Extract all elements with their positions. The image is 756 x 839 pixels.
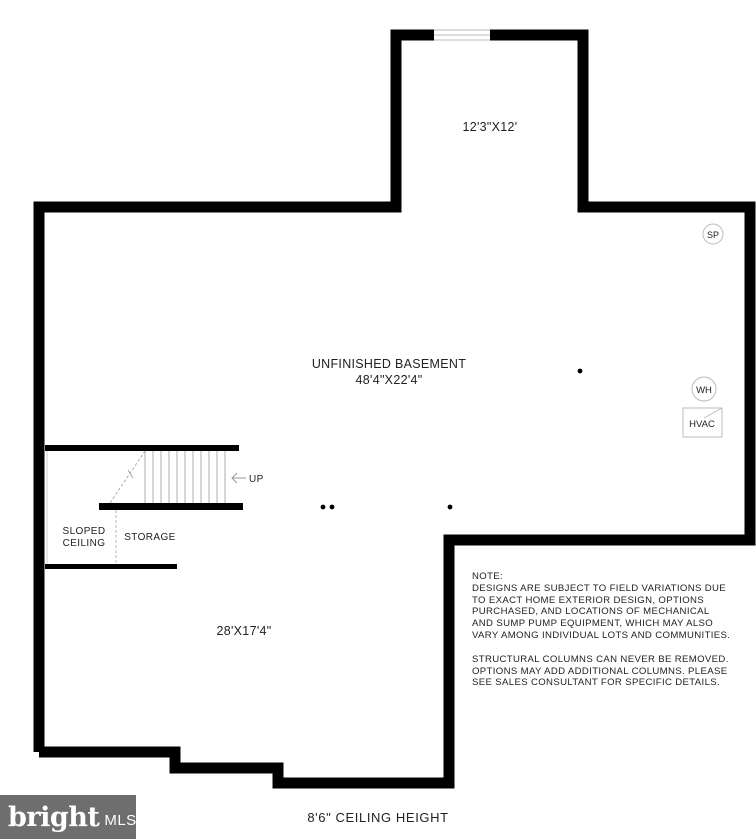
water-heater-label: WH — [696, 385, 712, 396]
sump-pump-label: SP — [706, 230, 720, 240]
ceiling-height-label: 8'6" CEILING HEIGHT — [307, 810, 449, 825]
stairs-up-label: UP — [249, 474, 264, 485]
storage-label: STORAGE — [124, 532, 176, 543]
sloped-ceiling-label-line2: CEILING — [62, 538, 106, 549]
logo-suffix: MLS — [104, 811, 137, 829]
interior-wall-stair-bottom — [99, 503, 243, 510]
hvac-label: HVAC — [689, 419, 715, 430]
bright-mls-logo — [0, 795, 136, 839]
note-heading: NOTE: — [472, 571, 504, 582]
structural-column — [578, 369, 583, 374]
note-paragraph-2: STRUCTURAL COLUMNS CAN NEVER BE REMOVED. OPTIONS MAY ADD ADDITIONAL COLUMNS. PLEASE SEE SALES CONSULTANT FOR SPECIFIC DETAILS. — [472, 653, 729, 689]
note-paragraph-1: DESIGNS ARE SUBJECT TO FIELD VARIATIONS DUE TO EXACT HOME EXTERIOR DESIGN, OPTIONS PURCHASED, AND LOCATIONS OF MECHANICAL AND SUMP PUMP EQUIPMENT, WHICH MAY ALSO VARY AMONG INDIVIDUAL LOTS AND COMMUNITIES. — [472, 582, 731, 641]
south-room-dimensions: 28'X17'4" — [216, 624, 272, 638]
stairs — [110, 451, 225, 503]
logo-word: bright — [8, 801, 100, 833]
sloped-ceiling-label-line1: SLOPED — [62, 526, 106, 537]
main-room-label: UNFINISHED BASEMENT — [311, 357, 467, 371]
interior-wall-storage — [45, 564, 177, 569]
structural-column — [321, 505, 326, 510]
up-arrow-icon — [232, 473, 246, 483]
structural-column — [448, 505, 453, 510]
design-note — [472, 571, 732, 701]
interior-wall-stair-top — [45, 445, 239, 451]
main-room-dimensions: 48'4"X22'4" — [355, 373, 423, 387]
north-room-dimensions: 12'3"X12' — [462, 120, 518, 134]
structural-column — [330, 505, 335, 510]
